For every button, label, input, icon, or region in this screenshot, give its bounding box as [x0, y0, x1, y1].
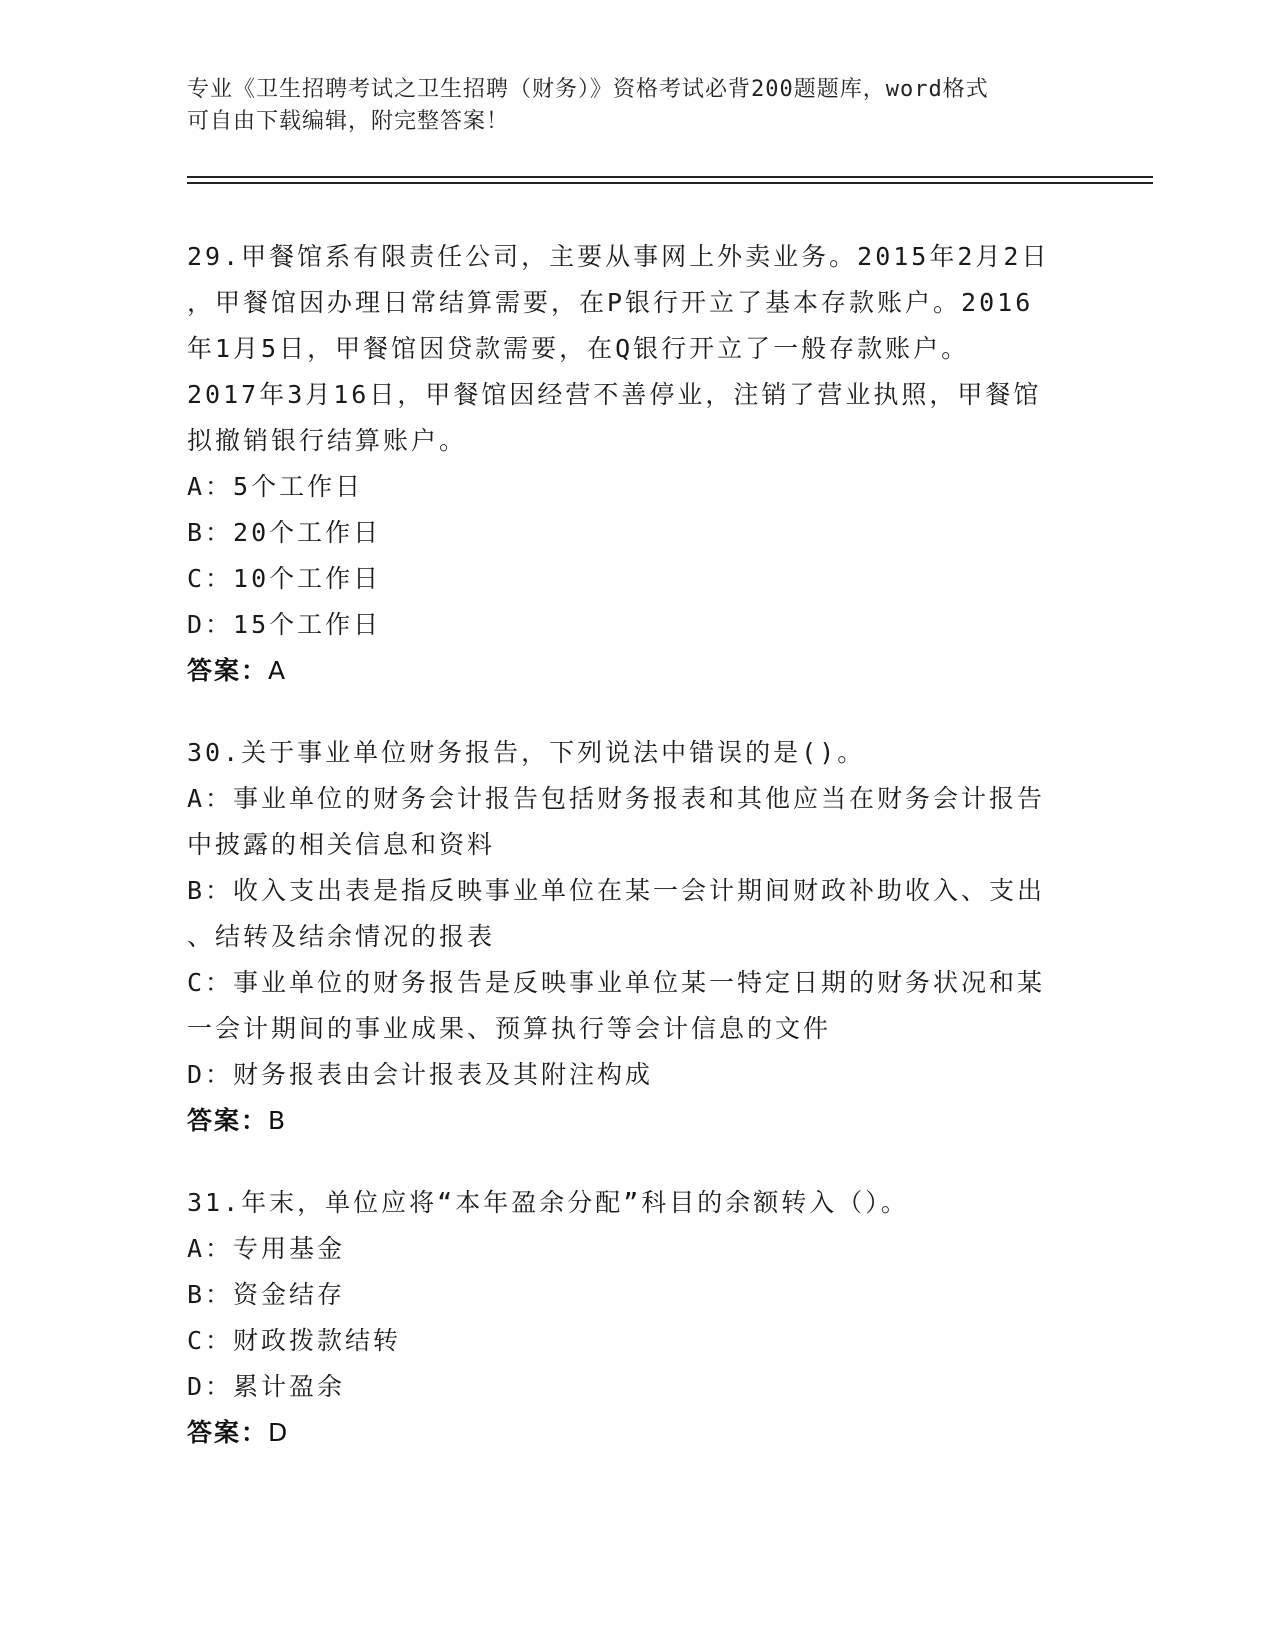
answer-label: 答案：: [187, 656, 269, 685]
answer-value: D: [268, 1418, 290, 1447]
option-c: C：事业单位的财务报告是反映事业单位某一特定日期的财务状况和某: [187, 968, 1046, 997]
answer: [187, 648, 1087, 694]
document-header: [187, 74, 1067, 138]
question-text: 年1月5日，甲餐馆因贷款需要，在Q银行开立了一般存款账户。: [187, 334, 970, 363]
option-a-cont: 中披露的相关信息和资料: [187, 830, 496, 859]
option-b: B：资金结存: [187, 1280, 346, 1309]
answer-label: 答案：: [187, 1106, 269, 1135]
question-list: [187, 234, 1087, 1492]
header-divider: [187, 182, 1153, 184]
option-b: B：20个工作日: [187, 518, 382, 547]
question-text: 29.甲餐馆系有限责任公司，主要从事网上外卖业务。2015年2月2日: [187, 242, 1050, 271]
option-c: C：10个工作日: [187, 564, 382, 593]
option-c-cont: 一会计期间的事业成果、预算执行等会计信息的文件: [187, 1014, 832, 1043]
question-text: 31.年末，单位应将“本年盈余分配”科目的余额转入（）。: [187, 1188, 909, 1217]
option-a: A：专用基金: [187, 1234, 346, 1263]
option-d: D：15个工作日: [187, 610, 382, 639]
option-a: A：5个工作日: [187, 472, 364, 501]
question-text: 30.关于事业单位财务报告，下列说法中错误的是()。: [187, 738, 866, 767]
option-d: D：财务报表由会计报表及其附注构成: [187, 1060, 654, 1089]
answer-value: B: [268, 1106, 288, 1135]
question-text: 拟撤销银行结算账户。: [187, 426, 468, 455]
option-a: A：事业单位的财务会计报告包括财务报表和其他应当在财务会计报告: [187, 784, 1046, 813]
answer: [187, 1410, 1087, 1456]
header-line: 专业《卫生招聘考试之卫生招聘（财务）》资格考试必背200题题库，word格式: [187, 77, 989, 102]
option-c: C：财政拨款结转: [187, 1326, 402, 1355]
answer: [187, 1098, 1087, 1144]
header-divider: [187, 176, 1153, 178]
question-31: [187, 1180, 1087, 1456]
option-b: B：收入支出表是指反映事业单位在某一会计期间财政补助收入、支出: [187, 876, 1046, 905]
option-b-cont: 、结转及结余情况的报表: [187, 922, 496, 951]
question-30: [187, 730, 1087, 1144]
answer-value: A: [268, 656, 288, 685]
option-d: D：累计盈余: [187, 1372, 346, 1401]
question-text: 2017年3月16日，甲餐馆因经营不善停业，注销了营业执照，甲餐馆: [187, 380, 1042, 409]
question-text: ，甲餐馆因办理日常结算需要，在P银行开立了基本存款账户。2016: [187, 288, 1034, 317]
answer-label: 答案：: [187, 1418, 269, 1447]
question-29: [187, 234, 1087, 694]
header-line: 可自由下载编辑，附完整答案！: [187, 109, 510, 134]
